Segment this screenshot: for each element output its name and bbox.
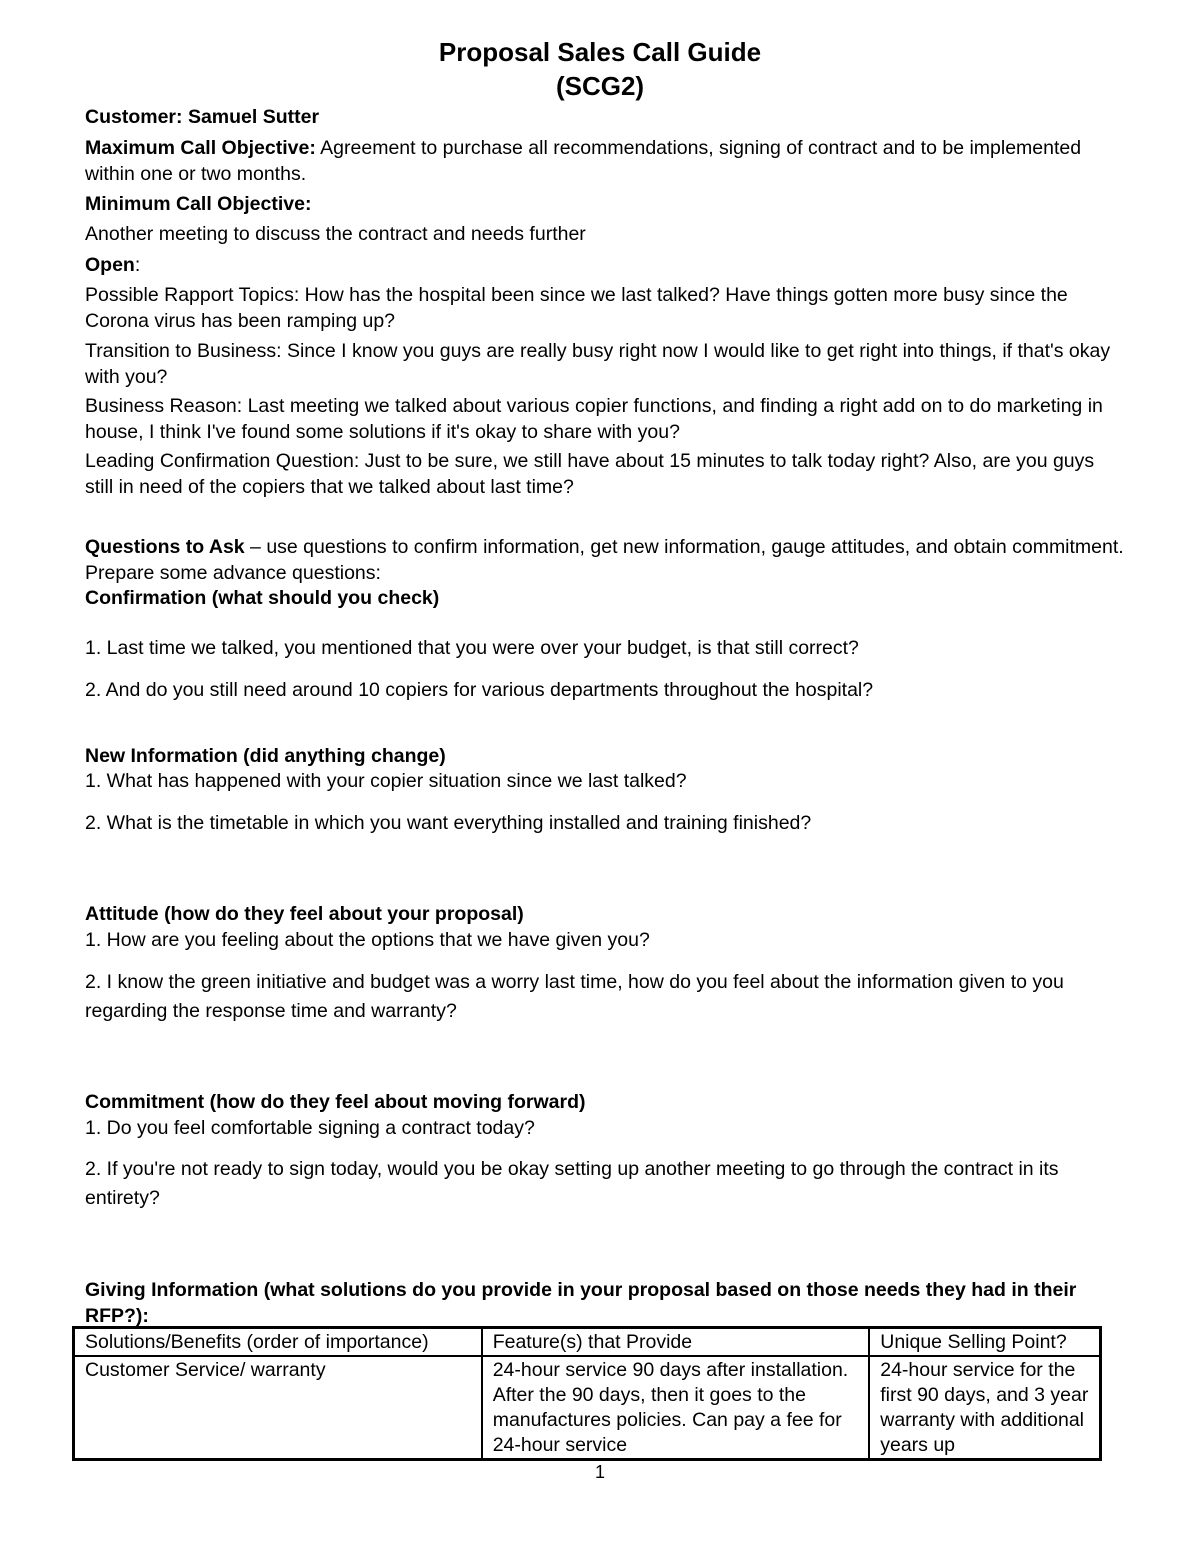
leading-confirmation: Leading Confirmation Question: Just to be sure, we still have about 15 minutes to talk today right? Also, are you guys still in need of the copiers that we talked about last time? <box>85 450 1095 498</box>
new-information-question-2: 2. What is the timetable in which you want everything installed and training finished? <box>85 812 812 834</box>
open-colon: : <box>134 254 141 276</box>
questions-to-ask <box>85 535 1125 586</box>
giving-information-heading: Giving Information (what solutions do you provide in your proposal based on those needs they had in their RFP?): <box>85 1279 1077 1327</box>
table-header-cell: Feature(s) that Provide <box>482 1328 870 1357</box>
confirmation-heading: Confirmation (what should you check) <box>85 587 440 609</box>
customer-label: Customer: <box>85 106 183 128</box>
questions-label: Questions to Ask <box>85 536 245 558</box>
max-objective-text: Agreement to purchase all recommendations, signing of contract and to be implemented within one or two months. <box>85 137 1082 185</box>
customer-name: Samuel Sutter <box>187 106 320 128</box>
customer-line <box>85 105 1125 131</box>
min-objective-text: Another meeting to discuss the contract and needs further <box>85 223 586 245</box>
rapport-topics: Possible Rapport Topics: How has the hospital been since we last talked? Have things gotten more busy since the Corona virus has been ramping up? <box>85 284 1068 332</box>
questions-text: – use questions to confirm information, get new information, gauge attitudes, and obtain commitment. Prepare some advance questions: <box>85 536 1124 584</box>
page-number: 1 <box>594 1462 605 1482</box>
table-cell: Customer Service/ warranty <box>74 1356 482 1460</box>
new-information-heading: New Information (did anything change) <box>85 745 446 767</box>
confirmation-question-2: 2. And do you still need around 10 copiers for various departments throughout the hospital? <box>85 679 874 701</box>
table-cell: 24-hour service 90 days after installation. After the 90 days, then it goes to the manufactures policies. Can pay a fee for 24-hour service <box>482 1356 870 1460</box>
open-label: Open <box>85 254 135 276</box>
table-header-cell: Unique Selling Point? <box>869 1328 1100 1357</box>
attitude-heading: Attitude (how do they feel about your proposal) <box>85 903 524 925</box>
document-code: (SCG2) <box>555 71 645 101</box>
transition-to-business: Transition to Business: Since I know you guys are really busy right now I would like to get right into things, if that's okay with you? <box>85 340 1111 388</box>
document-title: Proposal Sales Call Guide <box>438 37 762 67</box>
new-information-question-1: 1. What has happened with your copier situation since we last talked? <box>85 770 687 792</box>
confirmation-question-1: 1. Last time we talked, you mentioned that you were over your budget, is that still correct? <box>85 637 859 659</box>
table-cell: 24-hour service for the first 90 days, and 3 year warranty with additional years up <box>869 1356 1100 1460</box>
commitment-question-1: 1. Do you feel comfortable signing a contract today? <box>85 1117 535 1139</box>
max-objective-label: Maximum Call Objective: <box>85 137 316 159</box>
table-row <box>74 1356 1101 1460</box>
max-objective <box>85 136 1125 187</box>
attitude-question-1: 1. How are you feeling about the options that we have given you? <box>85 929 650 951</box>
table-header-row <box>74 1328 1101 1357</box>
commitment-heading: Commitment (how do they feel about moving forward) <box>85 1091 586 1113</box>
attitude-question-2: 2. I know the green initiative and budget was a worry last time, how do you feel about the information given to you regarding the response time and warranty? <box>85 971 1064 1022</box>
open-heading <box>85 253 1125 279</box>
commitment-question-2: 2. If you're not ready to sign today, would you be okay setting up another meeting to go through the contract in its entirety? <box>85 1158 1059 1209</box>
table-header-cell: Solutions/Benefits (order of importance) <box>74 1328 482 1357</box>
solutions-table <box>72 1326 1102 1461</box>
min-objective-label: Minimum Call Objective: <box>85 193 312 215</box>
business-reason: Business Reason: Last meeting we talked about various copier functions, and finding a right add on to do marketing in house, I think I've found some solutions if it's okay to share with you? <box>85 395 1103 443</box>
